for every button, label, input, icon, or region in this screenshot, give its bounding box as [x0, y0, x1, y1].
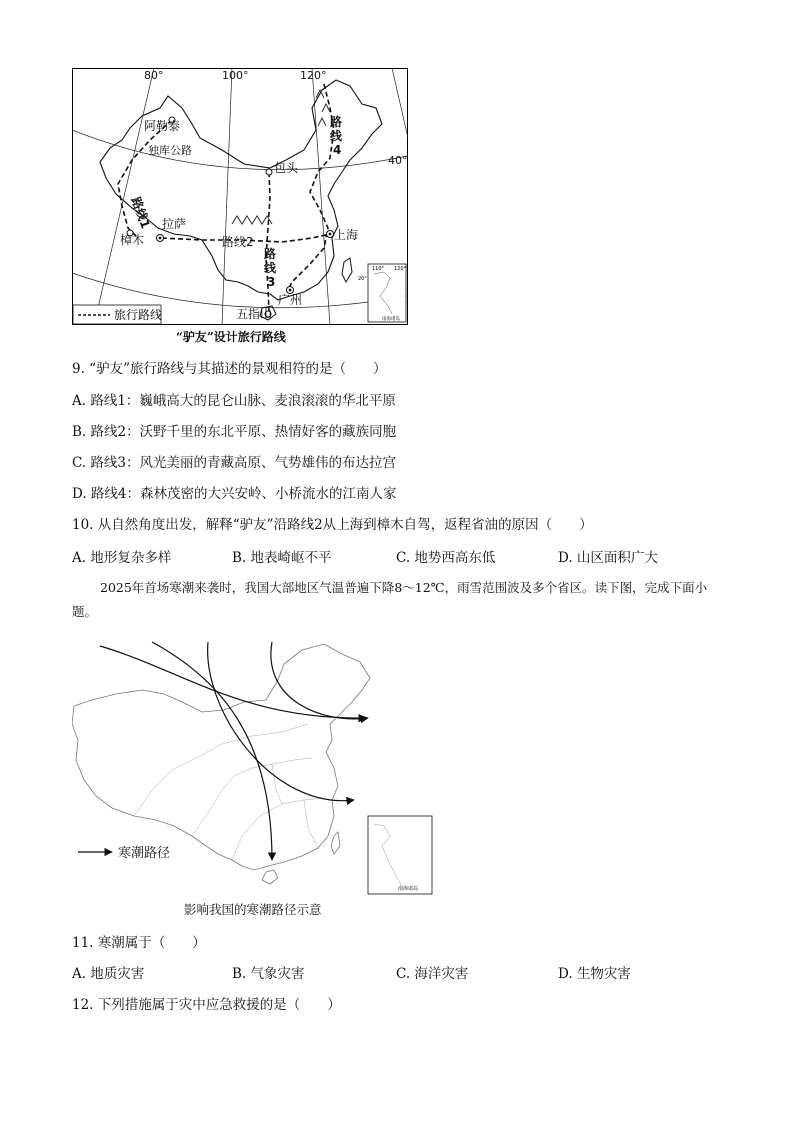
lasa-label: 拉萨	[162, 217, 187, 231]
q10-option-c[interactable]: C. 地势西高东低	[396, 550, 496, 566]
route-4-char3: 4	[333, 143, 342, 157]
travel-route-map-svg	[72, 68, 408, 325]
q11-option-b[interactable]: B. 气象灾害	[232, 966, 305, 982]
baotou-dot	[266, 169, 272, 175]
baotou-label: 包头	[274, 161, 299, 175]
cold-wave-path-4	[271, 642, 368, 719]
q10-option-d[interactable]: D. 山区面积广大	[558, 550, 658, 566]
shanghai-label: 上海	[334, 228, 359, 242]
route-3-char2: 线	[264, 261, 277, 275]
china-outline-2	[72, 644, 370, 870]
province-lines	[134, 724, 322, 860]
route-4-char1: 路	[330, 115, 343, 129]
q9-option-b[interactable]: B. 路线2：沃野千里的东北平原、热情好客的藏族同胞	[72, 424, 397, 440]
route-2-label: 路线2	[222, 235, 254, 249]
cold-wave-intro: 2025年首场寒潮来袭时，我国大部地区气温普遍下降8～12℃，雨雪范围波及多个省区。读下图，完成下面小题。	[72, 580, 708, 619]
guangzhou-label: 广州	[278, 293, 303, 307]
route-3-char3: 3	[267, 275, 276, 289]
q12-stem: 12. 下列措施属于灾中应急救援的是（ ）	[72, 997, 341, 1013]
cold-wave-path-2	[152, 642, 272, 860]
cold-wave-path-3	[208, 642, 354, 801]
map2-caption: 影响我国的寒潮路径示意	[184, 902, 322, 917]
q11-stem: 11. 寒潮属于（ ）	[72, 935, 206, 951]
lon-80-label: 80°	[144, 69, 164, 82]
cold-wave-paths	[100, 642, 368, 860]
inset-nanhai-label: 南海诸岛	[382, 317, 400, 322]
q9-option-d[interactable]: D. 路线4：森林茂密的大兴安岭、小桥流水的江南人家	[72, 486, 397, 502]
hainan-island-2	[262, 870, 278, 884]
inset-120-label: 120°	[394, 266, 407, 272]
lat-40-label: 40°	[388, 154, 408, 167]
inset-20-label: 20°	[358, 276, 367, 282]
q9-stem: 9. “驴友”旅行路线与其描述的景观相符的是（ ）	[72, 361, 387, 377]
zhangmu-label: 樟木	[120, 233, 145, 247]
aletai-label: 阿勒泰	[144, 119, 181, 133]
q10-option-b[interactable]: B. 地表崎岖不平	[232, 550, 332, 566]
route-1-label: 路线1	[128, 195, 153, 231]
map2-legend	[78, 845, 170, 861]
cold-wave-map	[72, 640, 442, 900]
lon-100-label: 100°	[222, 69, 249, 82]
duku-label: 独库公路	[148, 144, 192, 157]
inset-nanhai-label-2: 南海诸岛	[398, 886, 419, 892]
cold-wave-map-svg	[72, 640, 442, 900]
q10-option-a[interactable]: A. 地形复杂多样	[72, 550, 172, 566]
wuzhishan-label: 五指山	[236, 307, 273, 321]
q11-option-c[interactable]: C. 海洋灾害	[396, 966, 469, 982]
route-3-char1: 路	[264, 247, 277, 261]
inset-110-label: 110°	[372, 266, 385, 272]
q9-option-a[interactable]: A. 路线1：巍峨高大的昆仑山脉、麦浪滚滚的华北平原	[72, 393, 396, 409]
lon-120-label: 120°	[300, 69, 327, 82]
south-china-sea-inset-2	[368, 816, 432, 894]
q10-stem: 10. 从自然角度出发，解释“驴友”沿路线2从上海到樟木自驾，返程省油的原因（ ）	[72, 517, 593, 533]
legend-route-label: 旅行路线	[114, 308, 163, 322]
q11-option-d[interactable]: D. 生物灾害	[558, 966, 631, 982]
cold-wave-path-1	[100, 646, 366, 718]
q11-option-a[interactable]: A. 地质灾害	[72, 966, 145, 982]
route-4-char2: 线	[330, 129, 343, 143]
legend-cold-wave-label: 寒潮路径	[118, 846, 171, 861]
map1-caption: “驴友”设计旅行路线	[176, 330, 286, 344]
map1-legend	[73, 305, 162, 324]
taiwan-island-2	[331, 832, 340, 854]
travel-route-map	[72, 68, 408, 325]
q9-option-c[interactable]: C. 路线3：风光美丽的青藏高原、气势雄伟的布达拉宫	[72, 455, 397, 471]
